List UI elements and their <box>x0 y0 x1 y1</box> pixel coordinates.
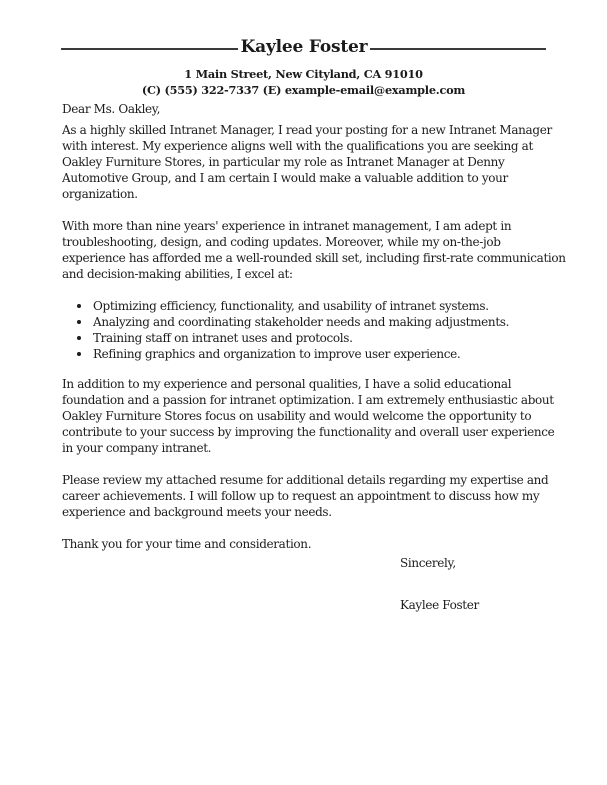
text-line: and decision-making abilities, I excel at: <box>62 267 293 281</box>
paragraph-followup <box>62 472 562 520</box>
text-line: Automotive Group, and I am certain I would make a valuable addition to your <box>62 171 508 185</box>
paragraph-intro <box>62 122 562 202</box>
salutation: Dear Ms. Oakley, <box>62 102 161 116</box>
list-item <box>62 330 562 346</box>
text-line: experience has afforded me a well-rounded skill set, including first-rate communication <box>62 251 566 265</box>
paragraph-experience <box>62 218 566 282</box>
bullet-icon <box>77 352 81 356</box>
list-item <box>62 346 562 362</box>
list-item-text: Optimizing efficiency, functionality, and usability of intranet systems. <box>93 299 489 313</box>
text-line: Please review my attached resume for additional details regarding my expertise and <box>62 473 549 487</box>
bullet-icon <box>77 320 81 324</box>
address-line: 1 Main Street, New Cityland, CA 91010 <box>184 67 423 81</box>
text-line: with interest. My experience aligns well with the qualifications you are seeking at <box>62 139 533 153</box>
list-item-text: Training staff on intranet uses and protocols. <box>93 331 353 345</box>
applicant-name: Kaylee Foster <box>240 37 368 57</box>
bullet-icon <box>77 336 81 340</box>
paragraph-education <box>62 376 562 456</box>
bullet-icon <box>77 304 81 308</box>
text-line: foundation and a passion for intranet optimization. I am extremely enthusiastic about <box>62 393 554 407</box>
header-rule-right <box>370 48 546 50</box>
text-line: troubleshooting, design, and coding updates. Moreover, while my on-the-job <box>62 235 501 249</box>
list-item-text: Refining graphics and organization to improve user experience. <box>93 347 461 361</box>
text-line: career achievements. I will follow up to request an appointment to discuss how my <box>62 489 540 503</box>
text-line: As a highly skilled Intranet Manager, I read your posting for a new Intranet Manager <box>62 123 552 137</box>
text-line: in your company intranet. <box>62 441 212 455</box>
sign-off: Sincerely, <box>400 556 456 570</box>
contact-line: (C) (555) 322-7337 (E) example-email@example.com <box>141 83 466 97</box>
text-line: Oakley Furniture Stores focus on usability and would welcome the opportunity to <box>62 409 532 423</box>
header-rule-left <box>61 48 238 50</box>
list-item-text: Analyzing and coordinating stakeholder needs and making adjustments. <box>93 315 510 329</box>
skills-list <box>62 298 562 362</box>
text-line: contribute to your success by improving the functionality and overall user experience <box>62 425 555 439</box>
text-line: Oakley Furniture Stores, in particular my role as Intranet Manager at Denny <box>62 155 505 169</box>
text-line: With more than nine years' experience in intranet management, I am adept in <box>62 219 512 233</box>
text-line: organization. <box>62 187 138 201</box>
signature-name: Kaylee Foster <box>400 598 479 612</box>
text-line: experience and background meets your needs. <box>62 505 332 519</box>
closing-thanks: Thank you for your time and consideration. <box>62 537 312 551</box>
list-item <box>62 314 562 330</box>
text-line: In addition to my experience and personal qualities, I have a solid educational <box>62 377 512 391</box>
list-item <box>62 298 562 314</box>
